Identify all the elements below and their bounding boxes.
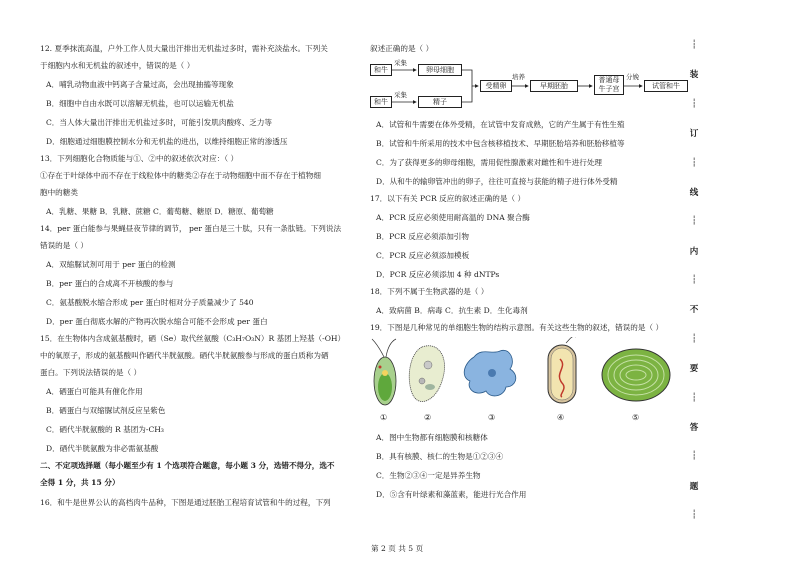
q14-option-d: D．per 蛋白彻底水解的产物再次脱水缩合可能不会形成 per 蛋白 — [46, 317, 268, 326]
cyanobacterium-cell — [602, 349, 670, 401]
q12-option-b: B．细胞中自由水既可以溶解无机盐，也可以运输无机盐 — [46, 99, 234, 108]
q17-option-a: A．PCR 反应必须使用耐高温的 DNA 聚合酶 — [376, 213, 530, 222]
q17-option-c: C．PCR 反应必须添加模板 — [376, 251, 470, 260]
q19-option-c: C．生物②③④一定是异养生物 — [376, 471, 481, 480]
section2-heading-line1: 二、不定项选择题（每小题至少有 1 个选项符合题意，每小题 3 分，选错不得分，选不 — [40, 461, 335, 470]
q16-option-a: A．试管和牛需要在体外受精，在试管中发育成熟，它的产生属于有性生殖 — [376, 120, 625, 129]
flow-sperm: 精子 — [418, 96, 462, 108]
q16-option-d: D．从和牛的输卵管冲出的卵子，往往可直接与获能的精子进行体外受精 — [376, 177, 618, 186]
q14-line2: 错误的是（ ） — [40, 241, 88, 250]
chlamydomonas-cell — [372, 339, 396, 405]
binding-char-7: 答 — [689, 422, 699, 433]
q18-options: A．致病菌 B．病毒 C．抗生素 D．生化毒剂 — [376, 306, 528, 315]
cell-label-5: ⑤ — [632, 413, 640, 422]
q14-option-a: A．双缩脲试剂可用于 per 蛋白的检测 — [46, 260, 176, 269]
q12-line1: 12. 夏季抹流高温，户外工作人员大量出汗排出无机盐过多时，需补充淡盐水。下列关 — [40, 44, 328, 53]
binding-dash: ┆ — [691, 510, 697, 520]
binding-dash: ┆ — [691, 40, 697, 50]
flow-heniu-top: 和牛 — [370, 64, 392, 76]
binding-char-4: 内 — [689, 246, 699, 257]
binding-char-1: 装 — [689, 70, 699, 81]
q19-option-b: B．具有核膜、核仁的生物是①②③④ — [376, 452, 504, 461]
flow-heniu-bottom: 和牛 — [370, 96, 392, 108]
bacterium-cell — [548, 337, 576, 403]
q13-line1: 13．下列细胞化合物质能与①、②中的叙述依次对应：（ ） — [40, 154, 239, 163]
q19-line1: 19．下图是几种常见的单细胞生物的结构示意图。有关这些生物的叙述，错误的是（ ） — [370, 323, 664, 332]
binding-char-2: 订 — [689, 129, 699, 140]
left-column — [40, 44, 358, 508]
flow-recipient-uterus: 普通母 牛子宫 — [594, 75, 624, 95]
flow-result-cattle: 试管和牛 — [644, 80, 688, 92]
q16-line1: 16．和牛是世界公认的高档肉牛品种，下图是通过胚胎工程培育试管和牛的过程，下列 — [40, 498, 331, 507]
cell-label-1: ① — [380, 413, 388, 422]
paramecium-cell — [409, 346, 444, 402]
q15-option-b: B．硒蛋白与双缩脲试剂反应呈紫色 — [46, 406, 166, 415]
binding-dash: ┆ — [691, 98, 697, 109]
q15-line3: 蛋白。下列说法错误的是（ ） — [40, 368, 142, 377]
q12-option-a: A．哺乳动物血液中钙离子含量过高，会出现抽搐等现象 — [46, 80, 234, 89]
q15-option-a: A．硒蛋白可能具有催化作用 — [46, 387, 143, 396]
binding-dash: ┆ — [691, 157, 697, 168]
cells-svg — [370, 337, 688, 415]
cell-label-4: ④ — [557, 413, 565, 422]
q17-line1: 17．以下有关 PCR 反应的叙述正确的是（ ） — [370, 194, 526, 203]
q17-option-d: D．PCR 反应必须添加 4 种 dNTPs — [376, 270, 500, 279]
cell-label-3: ③ — [488, 413, 496, 422]
q13-options: A．乳糖、果糖 B．乳糖、蔗糖 C．葡萄糖、糖原 D．糖原、葡萄糖 — [46, 207, 274, 216]
flow-egg-cell: 卵母细胞 — [418, 64, 462, 76]
q16-continued: 叙述正确的是（ ） — [370, 44, 434, 53]
binding-char-6: 要 — [689, 364, 699, 375]
q15-line2: 中的氧原子，形成的氨基酸叫作硒代半胱氨酸。硒代半胱氨酸参与形成的蛋白质称为硒 — [40, 351, 329, 360]
page-footer: 第 2 页 共 5 页 — [370, 544, 424, 553]
binding-char-3: 线 — [689, 187, 699, 198]
q16-option-c: C．为了获得更多的卵母细胞，需用促性腺激素对雌性和牛进行处理 — [376, 158, 603, 167]
binding-dash: ┆ — [691, 392, 697, 403]
q13-line2: ①存在于叶绿体中而不存在于线粒体中的糖类②存在于动物细胞中而不存在于植物细 — [40, 171, 321, 180]
binding-dash: ┆ — [691, 451, 697, 462]
binding-dash: ┆ — [691, 333, 697, 344]
q19-option-a: A．图中生物都有细胞膜和核糖体 — [376, 433, 488, 442]
q12-option-c: C．当人体大量出汗排出无机盐过多时，可能引发肌肉酸疼、乏力等 — [46, 118, 273, 127]
binding-char-8: 题 — [689, 481, 699, 492]
q15-line1: 15．在生物体内含成氨基酸时，硒（Se）取代丝氨酸（C₃H₇O₃N）R 基团上羟基（-OH） — [40, 334, 346, 343]
q13-line3: 胞中的糖类 — [40, 188, 78, 197]
q16-option-b: B．试管和牛所采用的技术中包含核移植技术、早期胚胎培养和胚胎移植等 — [376, 139, 625, 148]
q14-option-c: C．氨基酸脱水缩合形成 per 蛋白时相对分子质量减少了 540 — [46, 298, 254, 307]
flow-culture-label: 培养 — [512, 73, 525, 81]
q15-option-c: C．硒代半胱氨酸的 R 基团为-CH₃ — [46, 425, 164, 434]
q17-option-b: B．PCR 反应必须添加引物 — [376, 232, 469, 241]
flow-birth-label: 分娩 — [626, 73, 639, 81]
q14-line1: 14．per 蛋白能参与果蝇昼夜节律的调节， per 蛋白是三十肽，只有一条肽链。下列说法 — [40, 224, 342, 233]
q15-option-d: D．硒代半胱氨酸为非必需氨基酸 — [46, 444, 159, 453]
cells-figure — [370, 337, 688, 427]
q12-option-d: D．细胞通过细胞膜控制水分和无机盐的进出，以维持细胞正常的渗透压 — [46, 137, 288, 146]
right-column — [370, 44, 688, 500]
q14-option-b: B．per 蛋白的合成离不开核酸的参与 — [46, 279, 174, 288]
amoeba-cell — [464, 350, 516, 396]
q12-line2: 于细胞内水和无机盐的叙述中，错误的是（ ） — [40, 61, 195, 70]
binding-margin — [684, 40, 704, 520]
flow-early-embryo: 早期胚胎 — [530, 80, 578, 92]
binding-char-5: 不 — [689, 305, 699, 316]
flow-collect-bottom: 采集 — [394, 91, 407, 99]
flow-collect-top: 采集 — [394, 59, 407, 67]
q18-line1: 18．下列不属于生物武器的是（ ） — [370, 287, 489, 296]
flow-zygote: 受精卵 — [480, 80, 512, 92]
section2-heading-line2: 全得 1 分，共 15 分） — [40, 478, 120, 487]
ivf-flow-diagram — [370, 58, 700, 118]
binding-dash: ┆ — [691, 216, 697, 227]
q19-option-d: D．⑤含有叶绿素和藻蓝素，能进行光合作用 — [376, 490, 527, 499]
cell-label-2: ② — [424, 413, 432, 422]
binding-dash: ┆ — [691, 275, 697, 285]
